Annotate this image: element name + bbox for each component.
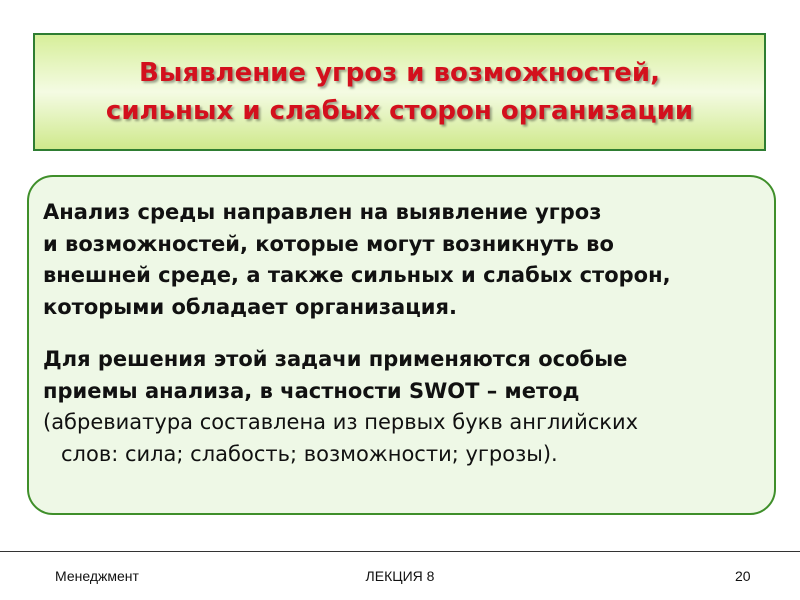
paragraph1-line-2: и возможностей, которые могут возникнуть во (43, 231, 614, 256)
paragraph2-line-1: Для решения этой задачи применяются особые (43, 347, 628, 371)
slide-title-box (33, 33, 766, 151)
paragraph-environment-analysis (43, 197, 671, 323)
paragraph2-line-3: (абревиатура составлена из первых букв английских (43, 410, 639, 434)
paragraph1-line-1: Анализ среды направлен на выявление угроз (43, 200, 602, 224)
footer-page-number: 20 (735, 568, 751, 584)
footer-divider (0, 551, 800, 552)
paragraph1-line-3: внешней среде, а также сильных и слабых сторон, (43, 263, 671, 287)
content-box (27, 175, 776, 515)
slide-title-line-1: Выявление угроз и возможностей, (139, 58, 660, 88)
paragraph1-line-4: которыми обладает организация. (43, 294, 457, 319)
slide-title-line-2: сильных и слабых сторон организации (105, 96, 694, 126)
paragraph2-line-4: слов: сила; слабость; возможности; угрозы). (61, 441, 558, 466)
paragraph-swot-method (43, 344, 638, 470)
footer-course-name: Менеджмент (55, 568, 139, 584)
footer-lecture-label: ЛЕКЦИЯ 8 (365, 568, 435, 584)
paragraph2-line-2: приемы анализа, в частности SWOT – метод (43, 378, 580, 403)
